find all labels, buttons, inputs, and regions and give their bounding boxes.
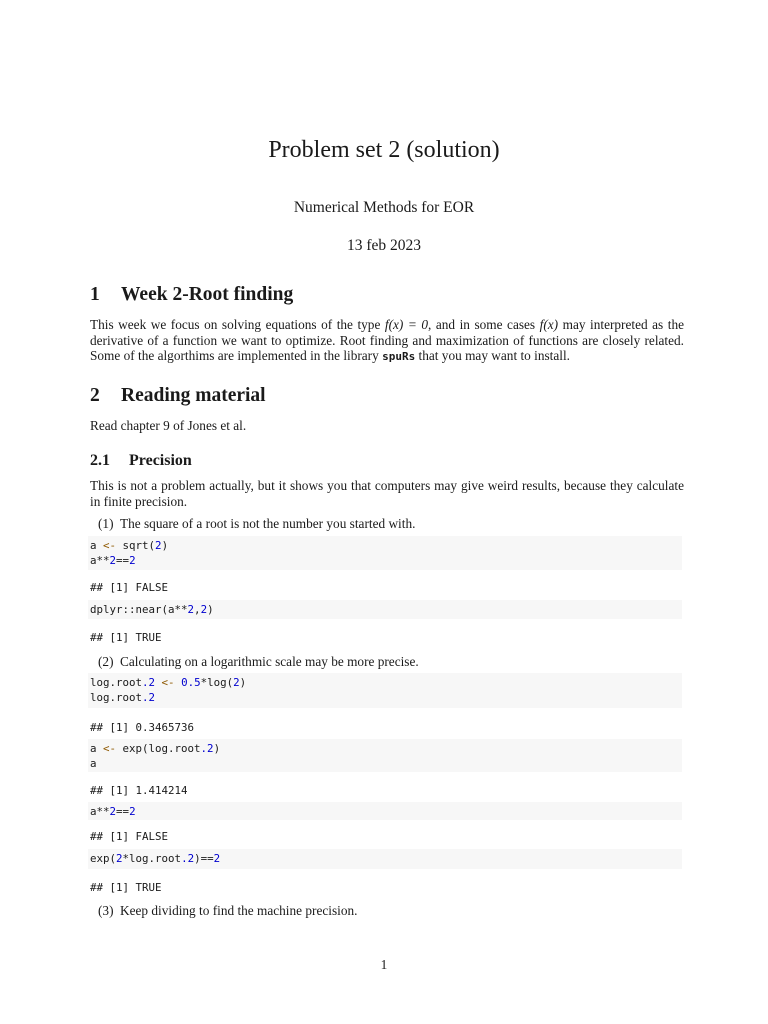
code-output-6: ## [1] TRUE — [90, 881, 162, 894]
code-operator: == — [116, 805, 130, 818]
code-token: log.root — [129, 852, 182, 865]
code-output-4: ## [1] 1.414214 — [90, 784, 188, 797]
code-token: ) — [194, 852, 201, 865]
code-number: 2 — [129, 554, 136, 567]
document-subtitle: Numerical Methods for EOR — [293, 199, 475, 216]
section-number: 1 — [90, 284, 100, 305]
code-token: log.root — [90, 691, 143, 704]
text-run: , and in some cases — [428, 317, 540, 332]
document-date: 13 feb 2023 — [346, 237, 422, 254]
text-run: This week we focus on solving equations of the type — [90, 317, 385, 332]
list-number: (3) — [98, 903, 114, 918]
code-number: 2 — [187, 603, 195, 616]
code-token: a — [90, 554, 97, 567]
list-text: Keep dividing to find the machine precision. — [120, 903, 358, 918]
code-token: a — [90, 742, 104, 755]
code-block-6 — [88, 849, 682, 869]
code-number: 2 — [233, 676, 240, 689]
precision-intro: This is not a problem actually, but it shows you that computers may give weird results, because they calculate in finite precision. — [90, 478, 684, 509]
section-number: 2 — [90, 385, 100, 406]
document-title: Problem set 2 (solution) — [268, 137, 500, 163]
code-number: 2 — [109, 805, 117, 818]
code-token: exp(log.root — [116, 742, 201, 755]
code-number: 2 — [213, 852, 221, 865]
code-token: dplyr::near(a — [90, 603, 175, 616]
code-number: 2 — [155, 539, 162, 552]
text-run: that you may want to install. — [415, 348, 570, 363]
section-title: Reading material — [121, 385, 266, 406]
code-token: log.root — [90, 676, 143, 689]
code-token: ) — [207, 603, 214, 616]
code-operator: <- — [161, 676, 175, 689]
code-operator: ** — [96, 554, 110, 567]
code-operator: == — [200, 852, 214, 865]
code-number: .2 — [200, 742, 214, 755]
code-output-1: ## [1] FALSE — [90, 581, 169, 594]
code-operator: <- — [103, 742, 117, 755]
code-operator: <- — [103, 539, 117, 552]
code-number: .2 — [181, 852, 195, 865]
code-number: .2 — [142, 691, 156, 704]
code-number: 2 — [109, 554, 117, 567]
list-item-2 — [98, 654, 419, 670]
code-block-1 — [88, 536, 682, 570]
code-operator: * — [122, 852, 130, 865]
code-output-5: ## [1] FALSE — [90, 830, 169, 843]
code-output-2: ## [1] TRUE — [90, 631, 162, 644]
section-title: Week 2-Root finding — [121, 284, 294, 305]
code-token: sqrt( — [116, 539, 156, 552]
math-expression: f(x) = 0 — [384, 317, 429, 332]
code-output-3: ## [1] 0.3465736 — [90, 721, 195, 734]
code-number: 2 — [200, 603, 208, 616]
list-item-1 — [98, 516, 415, 532]
code-number: 2 — [129, 805, 136, 818]
code-operator: ** — [96, 805, 110, 818]
list-text: The square of a root is not the number you started with. — [120, 516, 416, 531]
list-number: (1) — [98, 516, 114, 531]
list-number: (2) — [98, 654, 114, 669]
subsection-heading-precision — [90, 452, 192, 470]
code-number: 2 — [116, 852, 123, 865]
code-operator: == — [116, 554, 130, 567]
code-token: log( — [207, 676, 234, 689]
library-name: spuRs — [382, 350, 416, 363]
reading-text: Read chapter 9 of Jones et al. — [90, 418, 247, 433]
page-number: 1 — [380, 957, 388, 972]
code-block-2 — [88, 600, 682, 619]
subsection-title: Precision — [129, 452, 192, 469]
section-heading-week2 — [90, 284, 293, 306]
code-token: exp( — [90, 852, 117, 865]
code-token: a — [90, 539, 104, 552]
code-operator: * — [200, 676, 208, 689]
subsection-number: 2.1 — [90, 452, 110, 469]
text-run: may interpreted as the derivative of a function we want to optimize. Root finding and maximization of functions are closely related. Some of the algorthims are implemented in the library — [90, 317, 684, 363]
code-token: , — [194, 603, 201, 616]
list-text: Calculating on a logarithmic scale may be more precise. — [120, 654, 419, 669]
code-token: ) — [239, 676, 247, 689]
code-block-5 — [88, 802, 682, 820]
code-block-4 — [88, 739, 682, 772]
section-1-paragraph — [90, 317, 684, 365]
code-token: ) — [161, 539, 169, 552]
code-number: 0.5 — [181, 676, 201, 689]
code-block-3 — [88, 673, 682, 708]
section-heading-reading — [90, 385, 266, 407]
code-token: ) — [213, 742, 221, 755]
code-token: a — [90, 805, 97, 818]
code-token: a — [90, 757, 97, 770]
code-operator: ** — [174, 603, 188, 616]
math-expression: f(x) — [539, 317, 559, 332]
code-number: .2 — [142, 676, 156, 689]
list-item-3 — [98, 903, 357, 919]
